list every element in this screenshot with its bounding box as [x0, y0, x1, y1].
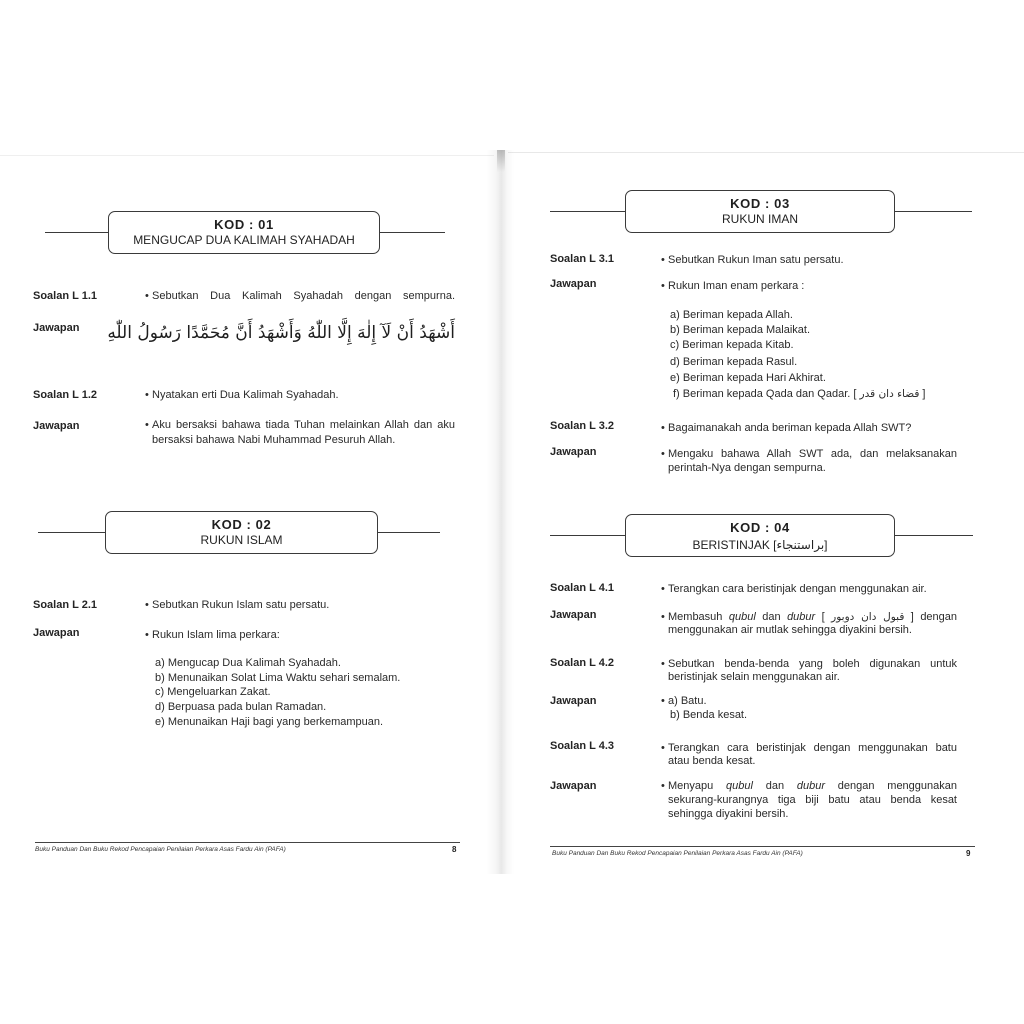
kod-01-title: MENGUCAP DUA KALIMAH SYAHADAH — [133, 233, 355, 247]
jawapan-2-1-intro: • Rukun Islam lima perkara: — [152, 628, 280, 642]
rukun-islam-item-d: d) Berpuasa pada bulan Ramadan. — [155, 701, 327, 713]
jawapan-4-1-label: Jawapan — [550, 609, 597, 621]
jawapan-4-1-arabic: قبول دان دوبور — [831, 611, 905, 623]
rukun-iman-item-e: e) Beriman kepada Hari Akhirat. — [670, 372, 826, 384]
jawapan-4-3-text-c: dengan menggunakan — [825, 780, 957, 792]
soalan-4-2-line-1: • Sebutkan benda-benda yang boleh digunakan untuk — [668, 657, 957, 671]
soalan-3-2-text: • Bagaimanakah anda beriman kepada Allah SWT? — [668, 421, 911, 435]
jawapan-4-3-dubur: dubur — [796, 780, 826, 792]
soalan-4-1-text: • Terangkan cara beristinjak dengan menggunakan air. — [668, 582, 927, 596]
kod-01-rule-left — [45, 232, 108, 233]
soalan-1-2-label: Soalan L 1.2 — [33, 389, 97, 401]
jawapan-4-1-text-a: Membasuh — [668, 611, 729, 623]
jawapan-1-2-line-1: • Aku bersaksi bahawa tiada Tuhan melainkan Allah dan aku — [152, 418, 455, 432]
soalan-4-3-label: Soalan L 4.3 — [550, 740, 614, 752]
soalan-3-1-text: • Sebutkan Rukun Iman satu persatu. — [668, 253, 844, 267]
left-footer-text: Buku Panduan Dan Buku Rekod Pencapaian Penilaian Perkara Asas Fardu Ain (PAFA) — [35, 846, 286, 853]
kod-01-header-box — [108, 211, 380, 254]
jawapan-4-3-line-2: sekurang-kurangnya tiga biji batu atau benda kesat — [668, 794, 957, 806]
jawapan-4-3-text-b: dan — [752, 780, 797, 792]
rukun-islam-item-a: a) Mengucap Dua Kalimah Syahadah. — [155, 657, 341, 669]
kod-03-header-box — [625, 190, 895, 233]
jawapan-3-1-intro: • Rukun Iman enam perkara : — [668, 279, 804, 293]
rukun-islam-item-e: e) Menunaikan Haji bagi yang berkemampuan. — [155, 716, 384, 728]
kod-04-rule-left — [550, 535, 625, 536]
rukun-iman-item-d: d) Beriman kepada Rasul. — [670, 356, 798, 368]
jawapan-3-2-line-1: • Mengaku bahawa Allah SWT ada, dan melaksanakan — [668, 447, 957, 461]
jawapan-4-3-line-1 — [668, 779, 957, 793]
jawapan-1-1-arabic-syahadah: أَشْهَدُ أَنْ لَآ إِلٰهَ إِلَّا اللّٰهُ وَأَشْهَدُ أَنَّ مُحَمَّدًا رَسُولُ اللّٰهِ — [107, 323, 455, 343]
rukun-iman-item-c: c) Beriman kepada Kitab. — [670, 339, 794, 351]
jawapan-4-1-text-b: dan — [755, 611, 788, 623]
jawapan-3-1-label: Jawapan — [550, 278, 597, 290]
kod-02-rule-right — [378, 532, 440, 533]
rukun-iman-item-b: b) Beriman kepada Malaikat. — [670, 324, 811, 336]
rukun-islam-item-c: c) Mengeluarkan Zakat. — [155, 686, 271, 698]
right-page-number: 9 — [966, 849, 971, 858]
soalan-2-1-text: • Sebutkan Rukun Islam satu persatu. — [152, 598, 329, 612]
kod-04-code: KOD : 04 — [730, 520, 790, 535]
jawapan-4-2-item-a: • a) Batu. — [668, 694, 707, 708]
soalan-1-2-text: • Nyatakan erti Dua Kalimah Syahadah. — [152, 388, 339, 402]
jawapan-3-2-line-2: perintah-Nya dengan sempurna. — [668, 462, 826, 474]
kod-03-title: RUKUN IMAN — [721, 212, 798, 226]
jawapan-4-1-line-2: menggunakan air mutlak sehingga diyakini bersih. — [668, 624, 912, 636]
kod-03-rule-right — [895, 211, 972, 212]
soalan-4-3-line-1: • Terangkan cara beristinjak dengan menggunakan batu — [668, 741, 957, 755]
kod-02-rule-left — [38, 532, 105, 533]
soalan-4-2-label: Soalan L 4.2 — [550, 657, 614, 669]
soalan-3-1-label: Soalan L 3.1 — [550, 253, 614, 265]
left-footer-rule — [35, 842, 460, 843]
soalan-4-3-line-2: atau benda kesat. — [668, 755, 756, 767]
jawapan-1-1-label: Jawapan — [33, 322, 80, 334]
jawapan-4-1-text-c: [ — [815, 611, 832, 623]
kod-02-code: KOD : 02 — [211, 517, 272, 532]
kod-03-rule-left — [550, 211, 625, 212]
jawapan-4-1-line-1 — [668, 610, 957, 624]
soalan-1-1-label: Soalan L 1.1 — [33, 290, 97, 302]
right-footer-text: Buku Panduan Dan Buku Rekod Pencapaian Penilaian Perkara Asas Fardu Ain (PAFA) — [552, 850, 803, 857]
right-footer-rule — [550, 846, 975, 847]
kod-02-title: RUKUN ISLAM — [200, 533, 283, 547]
jawapan-3-2-label: Jawapan — [550, 446, 597, 458]
kod-04-title-text: BERISTINJAK [ — [692, 538, 777, 552]
jawapan-4-3-text-a: Menyapu — [668, 780, 727, 792]
jawapan-4-1-qubul: qubul — [728, 611, 756, 623]
left-page-number: 8 — [452, 845, 457, 854]
jawapan-2-1-label: Jawapan — [33, 627, 80, 639]
rukun-iman-item-f — [673, 387, 925, 401]
kod-04-title-arabic: براستنجاء — [776, 538, 825, 552]
soalan-2-1-label: Soalan L 2.1 — [33, 599, 97, 611]
kod-01-code: KOD : 01 — [214, 217, 274, 232]
book-gutter-fold — [497, 150, 505, 172]
jawapan-1-2-line-2: bersaksi bahawa Nabi Muhammad Pesuruh Allah. — [152, 434, 396, 446]
kod-04-rule-right — [895, 535, 973, 536]
soalan-4-2-line-2: beristinjak selain menggunakan air. — [668, 671, 840, 683]
jawapan-4-3-line-3: sehingga diyakini bersih. — [668, 808, 789, 820]
soalan-4-1-label: Soalan L 4.1 — [550, 582, 614, 594]
jawapan-1-2-label: Jawapan — [33, 420, 80, 432]
kod-04-title-close: ] — [824, 538, 828, 552]
jawapan-4-1-dubur: dubur — [787, 611, 816, 623]
kod-03-code: KOD : 03 — [730, 196, 790, 211]
rukun-iman-item-f-close: ] — [919, 388, 926, 400]
book-gutter-shadow — [486, 150, 514, 874]
jawapan-4-2-item-b: b) Benda kesat. — [670, 709, 748, 721]
jawapan-4-1-text-d: ] dengan — [904, 611, 958, 623]
jawapan-4-3-label: Jawapan — [550, 780, 597, 792]
kod-04-title — [626, 538, 894, 553]
rukun-iman-item-f-arabic: قضاء دان قدر — [859, 388, 920, 400]
jawapan-4-2-label: Jawapan — [550, 695, 597, 707]
kod-04-header-box — [625, 514, 895, 557]
kod-01-rule-right — [380, 232, 445, 233]
rukun-islam-item-b: b) Menunaikan Solat Lima Waktu sehari semalam. — [155, 672, 401, 684]
kod-02-header-box — [105, 511, 378, 554]
jawapan-4-3-qubul: qubul — [726, 780, 753, 792]
soalan-3-2-label: Soalan L 3.2 — [550, 420, 614, 432]
rukun-iman-item-f-text: f) Beriman kepada Qada dan Qadar. [ — [673, 388, 860, 400]
soalan-1-1-text: • Sebutkan Dua Kalimah Syahadah dengan sempurna. — [152, 289, 455, 303]
rukun-iman-item-a: a) Beriman kepada Allah. — [670, 309, 793, 321]
